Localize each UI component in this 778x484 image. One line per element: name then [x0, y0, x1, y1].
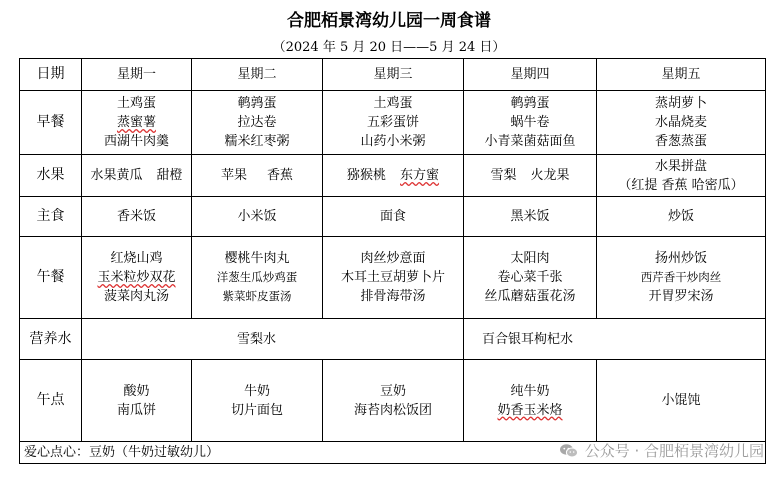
- menu-item: 香米饭: [116, 209, 156, 224]
- menu-item: 鹌鹑蛋: [510, 96, 550, 111]
- weekly-menu-table: [19, 58, 766, 464]
- menu-cell: [192, 197, 323, 237]
- menu-item: 卷心菜千张: [497, 270, 563, 285]
- lunch-row: [20, 237, 766, 319]
- menu-item: 蜗牛卷: [510, 115, 550, 130]
- menu-cell: [464, 360, 597, 442]
- menu-cell: [323, 360, 464, 442]
- menu-item: 雪梨: [490, 168, 517, 183]
- menu-item: 樱桃牛肉丸: [224, 251, 290, 266]
- menu-cell: [192, 237, 323, 319]
- menu-item: 奶香玉米烙: [497, 402, 563, 418]
- menu-item: 西芹香干炒肉丝: [640, 270, 722, 284]
- menu-cell: [82, 155, 192, 197]
- menu-item: 丝瓜蘑菇蛋花汤: [484, 289, 576, 304]
- menu-item: 山药小米粥: [360, 134, 426, 149]
- menu-item: 西湖牛肉羹: [103, 134, 169, 149]
- menu-item: 黑米饭: [510, 209, 550, 224]
- menu-cell: [597, 91, 766, 155]
- menu-cell: [323, 197, 464, 237]
- menu-item: 纯牛奶: [510, 383, 550, 399]
- menu-item: 火龙果: [530, 168, 570, 183]
- header-label-date: 日期: [20, 59, 82, 91]
- menu-item: 甜橙: [156, 168, 183, 183]
- menu-cell-merged: [464, 319, 766, 360]
- menu-cell: [192, 91, 323, 155]
- wechat-icon: [559, 443, 579, 459]
- menu-cell: [323, 155, 464, 197]
- breakfast-row: [20, 91, 766, 155]
- menu-cell: [82, 360, 192, 442]
- menu-item: 开胃罗宋汤: [648, 289, 714, 304]
- menu-item: 扬州炒饭: [654, 251, 707, 266]
- menu-item: 紫菜虾皮蛋汤: [222, 289, 292, 303]
- menu-cell: [597, 197, 766, 237]
- row-label-nutrition-water: 营养水: [20, 319, 82, 360]
- menu-item: 雪梨水: [237, 331, 277, 347]
- menu-item: 五彩蛋饼: [366, 115, 419, 130]
- menu-item: 水晶烧麦: [654, 115, 707, 130]
- menu-item: 蒸胡萝卜: [654, 96, 707, 111]
- menu-item: 百合银耳枸杞水: [482, 331, 574, 347]
- menu-item: 土鸡蛋: [373, 96, 413, 111]
- menu-item: 东方蜜: [400, 168, 440, 183]
- menu-cell: [464, 155, 597, 197]
- menu-item: 牛奶: [243, 383, 270, 399]
- menu-item: 太阳肉: [510, 251, 550, 266]
- page-title: 合肥栢景湾幼儿园一周食谱: [287, 11, 491, 31]
- menu-item: 海苔肉松饭团: [353, 402, 432, 418]
- staple-row: [20, 197, 766, 237]
- fruit-row: [20, 155, 766, 197]
- menu-item: 糯米红枣粥: [224, 134, 290, 149]
- row-label-lunch: 午餐: [20, 237, 82, 319]
- row-label-fruit: 水果: [20, 155, 82, 197]
- menu-cell: [82, 91, 192, 155]
- snack-note: 爱心点心：豆奶（牛奶过敏幼儿）: [20, 442, 766, 464]
- day-header-thu: 星期四: [464, 59, 597, 91]
- menu-item: 红烧山鸡: [110, 251, 163, 266]
- nutrition-water-row: [20, 319, 766, 360]
- header-row: [20, 59, 766, 91]
- menu-cell: [597, 360, 766, 442]
- menu-item: 南瓜饼: [116, 402, 156, 418]
- menu-item: 玉米粒炒双花: [97, 270, 176, 285]
- menu-item: 香蕉: [267, 168, 294, 183]
- date-range-subtitle: （2024 年 5 月 20 日——5 月 24 日）: [272, 40, 506, 55]
- menu-item: 排骨海带汤: [360, 289, 426, 304]
- menu-item: 洋葱生瓜炒鸡蛋: [216, 270, 298, 284]
- menu-cell: [323, 237, 464, 319]
- menu-item: 木耳土豆胡萝卜片: [340, 270, 445, 285]
- watermark-text: 公众号 · 合肥栢景湾幼儿园: [584, 442, 764, 460]
- menu-cell: [323, 91, 464, 155]
- menu-item: 苹果: [220, 168, 247, 183]
- afternoon-snack-row: [20, 360, 766, 442]
- menu-cell: [464, 91, 597, 155]
- menu-item: 切片面包: [230, 402, 283, 418]
- menu-item: 拉达卷: [237, 115, 277, 130]
- menu-item: 小青菜菌菇面鱼: [484, 134, 576, 149]
- menu-item: 面食: [379, 209, 406, 224]
- menu-item: 土鸡蛋: [116, 96, 156, 111]
- row-label-afternoon-snack: 午点: [20, 360, 82, 442]
- menu-cell: [464, 197, 597, 237]
- menu-item: 菠菜肉丸汤: [103, 289, 169, 304]
- menu-item: 水果拼盘: [654, 158, 707, 174]
- menu-cell: [597, 155, 766, 197]
- watermark: [559, 440, 764, 461]
- menu-item: 水果黄瓜: [90, 168, 143, 183]
- menu-item: 豆奶: [379, 383, 406, 399]
- menu-cell: [192, 360, 323, 442]
- menu-cell: [597, 237, 766, 319]
- menu-cell-merged: [82, 319, 464, 360]
- menu-item: 小米饭: [237, 209, 277, 224]
- menu-cell: [464, 237, 597, 319]
- menu-cell: [82, 237, 192, 319]
- row-label-staple: 主食: [20, 197, 82, 237]
- day-header-fri: 星期五: [597, 59, 766, 91]
- menu-cell: [192, 155, 323, 197]
- day-header-wed: 星期三: [323, 59, 464, 91]
- row-label-breakfast: 早餐: [20, 91, 82, 155]
- menu-item: 蒸蜜薯: [116, 115, 156, 130]
- menu-item: （红提 香蕉 哈密瓜）: [618, 177, 744, 193]
- menu-item: 肉丝炒意面: [360, 251, 426, 266]
- menu-item: 小馄饨: [661, 393, 701, 408]
- menu-cell: [82, 197, 192, 237]
- menu-item: 酸奶: [123, 383, 150, 399]
- menu-item: 猕猴桃: [346, 168, 386, 183]
- menu-item: 鹌鹑蛋: [237, 96, 277, 111]
- day-header-mon: 星期一: [82, 59, 192, 91]
- menu-item: 香葱蒸蛋: [654, 134, 707, 149]
- day-header-tue: 星期二: [192, 59, 323, 91]
- menu-item: 炒饭: [667, 209, 694, 224]
